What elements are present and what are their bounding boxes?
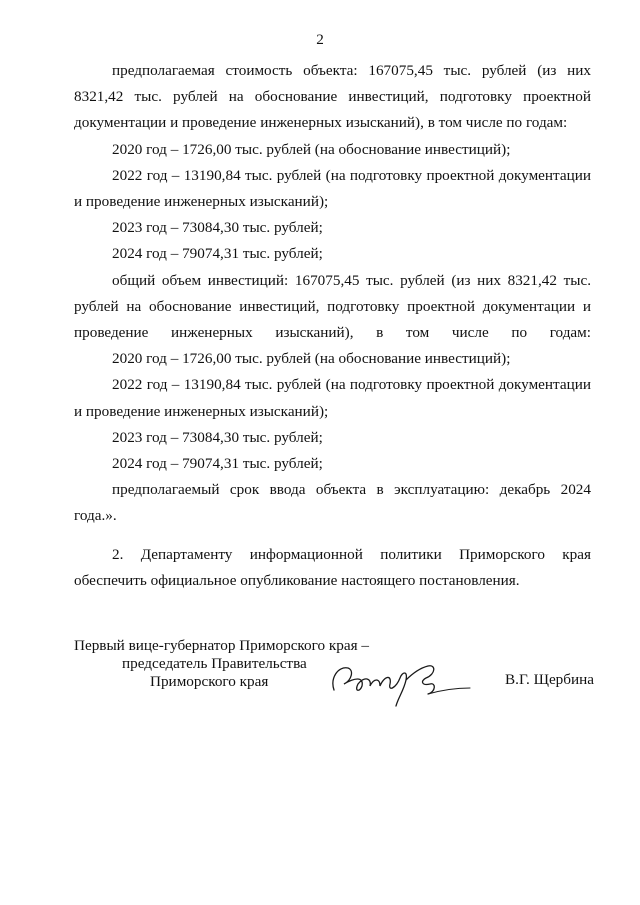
handwritten-signature	[324, 648, 474, 708]
paragraph-2024: 2024 год – 79074,31 тыс. рублей;	[112, 245, 323, 263]
paragraph-2020: 2020 год – 1726,00 тыс. рублей (на обоснование инвестиций);	[112, 140, 511, 158]
paragraph-2022: 2022 год – 13190,84 тыс. рублей (на подготовку проектной документации и проведение инженерных изысканий);	[74, 166, 591, 211]
signature-block	[74, 636, 594, 706]
signatory-position-line1: Первый вице-губернатор Приморского края –	[74, 637, 369, 654]
paragraph-2024: 2024 год – 79074,31 тыс. рублей;	[112, 455, 323, 473]
paragraph-2023: 2023 год – 73084,30 тыс. рублей;	[112, 428, 323, 446]
paragraph-2022: 2022 год – 13190,84 тыс. рублей (на подготовку проектной документации и проведение инженерных изысканий);	[74, 376, 591, 420]
page-number: 2	[316, 31, 324, 48]
signatory-position-line2: председатель Правительства	[122, 655, 307, 672]
paragraph-estimated-cost: предполагаемая стоимость объекта: 167075,45 тыс. рублей (из них 8321,42 тыс. рублей на обоснование инвестиций, подготовку проектной документации и проведение инженерных изысканий), в том числе по годам:	[74, 62, 591, 132]
paragraph-2023: 2023 год – 73084,30 тыс. рублей;	[112, 219, 323, 237]
document-body	[74, 58, 591, 594]
paragraph-commissioning-date: предполагаемый срок ввода объекта в эксплуатацию: декабрь 2024 года.».	[74, 481, 591, 525]
paragraph-total-investment: общий объем инвестиций: 167075,45 тыс. рублей (из них 8321,42 тыс. рублей на обоснование инвестиций, подготовку проектной документации и проведение инженерных изысканий), в том числе по годам:	[74, 271, 591, 342]
paragraph-publication-order: 2. Департаменту информационной политики Приморского края обеспечить официальное опубликование настоящего постановления.	[74, 545, 591, 589]
signatory-position-line3: Приморского края	[150, 673, 269, 690]
signatory-name: В.Г. Щербина	[505, 671, 594, 688]
paragraph-2020: 2020 год – 1726,00 тыс. рублей (на обоснование инвестиций);	[112, 350, 511, 368]
